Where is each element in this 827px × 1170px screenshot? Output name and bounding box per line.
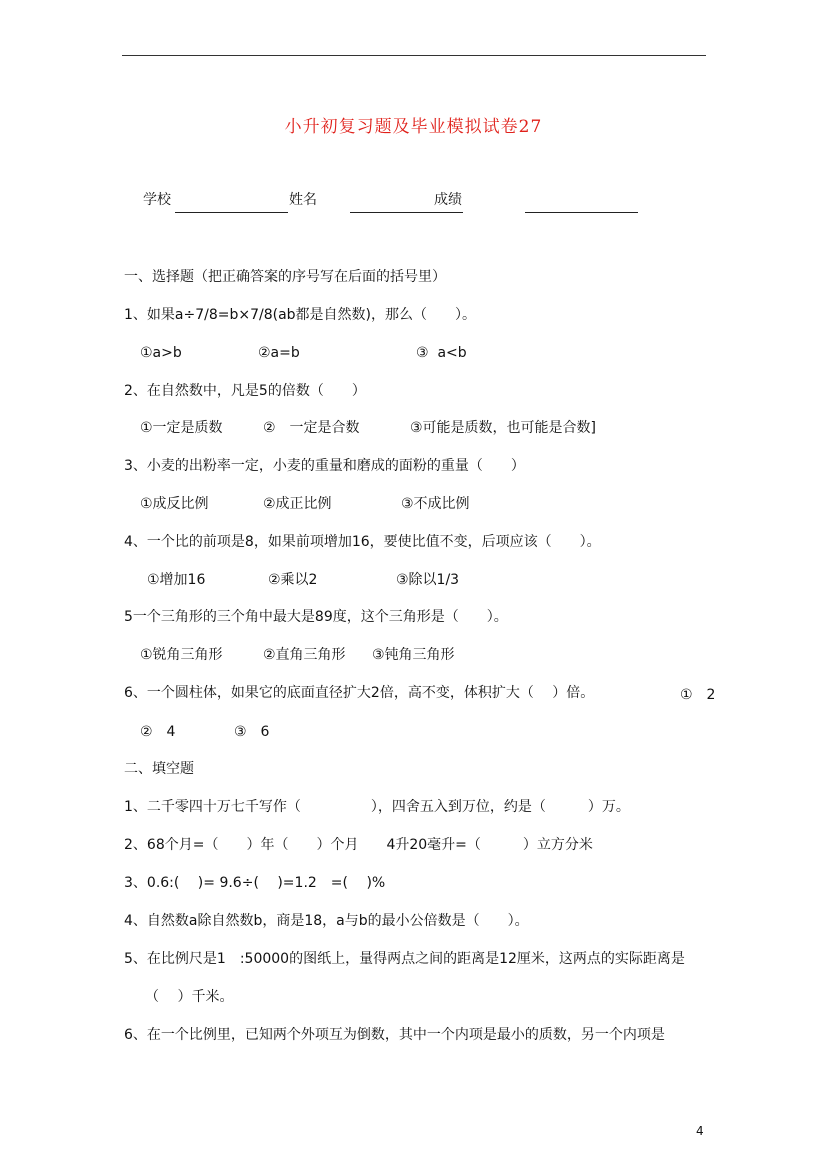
header-rule (122, 55, 706, 56)
option-1-6-a: ① 2 (680, 687, 716, 703)
option-1-5-a: ①锐角三角形 (140, 647, 223, 663)
name-blank (350, 212, 463, 213)
question-2-6: 6、在一个比例里，已知两个外项互为倒数，其中一个内项是最小的质数，另一个内项是 (124, 1027, 665, 1043)
school-blank (175, 212, 288, 213)
page-title: 小升初复习题及毕业模拟试卷27 (284, 117, 543, 137)
option-1-4-b: ②乘以2 (268, 572, 318, 588)
name-label: 姓名 (289, 192, 317, 208)
option-1-2-b: ② 一定是合数 (263, 420, 360, 436)
question-1-4: 4、一个比的前项是8，如果前项增加16，要使比值不变，后项应该（ ）。 (124, 534, 601, 550)
question-2-4: 4、自然数a除自然数b，商是18，a与b的最小公倍数是（ ）。 (124, 913, 529, 929)
option-1-1-b: ②a=b (258, 345, 300, 361)
option-1-5-b: ②直角三角形 (263, 647, 346, 663)
question-1-2: 2、在自然数中，凡是5的倍数（ ） (124, 383, 366, 399)
question-1-3: 3、小麦的出粉率一定，小麦的重量和磨成的面粉的重量（ ） (124, 458, 525, 474)
question-1-1: 1、如果a÷7/8=b×7/8(ab都是自然数)，那么（ ）。 (124, 307, 477, 323)
question-2-5-continued: （ ）千米。 (145, 989, 234, 1005)
score-blank (525, 212, 638, 213)
option-1-3-a: ①成反比例 (140, 496, 209, 512)
school-label: 学校 (143, 192, 171, 208)
option-1-5-c: ③钝角三角形 (372, 647, 455, 663)
option-1-1-c: ③ a<b (416, 345, 467, 361)
option-1-4-a: ①增加16 (147, 572, 206, 588)
section2-heading: 二、填空题 (124, 761, 194, 777)
question-2-1: 1、二千零四十万七千写作（ ），四舍五入到万位，约是（ ）万。 (124, 799, 630, 815)
option-1-2-a: ①一定是质数 (140, 420, 223, 436)
question-2-2: 2、68个月=（ ）年（ ）个月 4升20毫升=（ ）立方分米 (124, 837, 593, 853)
page-number: 4 (696, 1124, 704, 1138)
option-1-1-a: ①a>b (140, 345, 182, 361)
score-label: 成绩 (434, 192, 462, 208)
option-1-6-b: ② 4 (140, 724, 176, 740)
option-1-6-c: ③ 6 (234, 724, 270, 740)
question-1-6: 6、一个圆柱体，如果它的底面直径扩大2倍，高不变，体积扩大（ ）倍。 (124, 685, 595, 701)
question-1-5: 5一个三角形的三个角中最大是89度，这个三角形是（ ）。 (124, 609, 508, 625)
option-1-4-c: ③除以1/3 (396, 572, 460, 588)
option-1-3-c: ③不成比例 (401, 496, 470, 512)
section1-heading: 一、选择题（把正确答案的序号写在后面的括号里） (124, 269, 446, 285)
option-1-2-c: ③可能是质数，也可能是合数] (410, 420, 597, 436)
question-2-5: 5、在比例尺是1 :50000的图纸上，量得两点之间的距离是12厘米，这两点的实际距离是 (124, 951, 685, 967)
option-1-3-b: ②成正比例 (263, 496, 332, 512)
question-2-3: 3、0.6:( )= 9.6÷( )=1.2 =( )% (124, 875, 386, 891)
